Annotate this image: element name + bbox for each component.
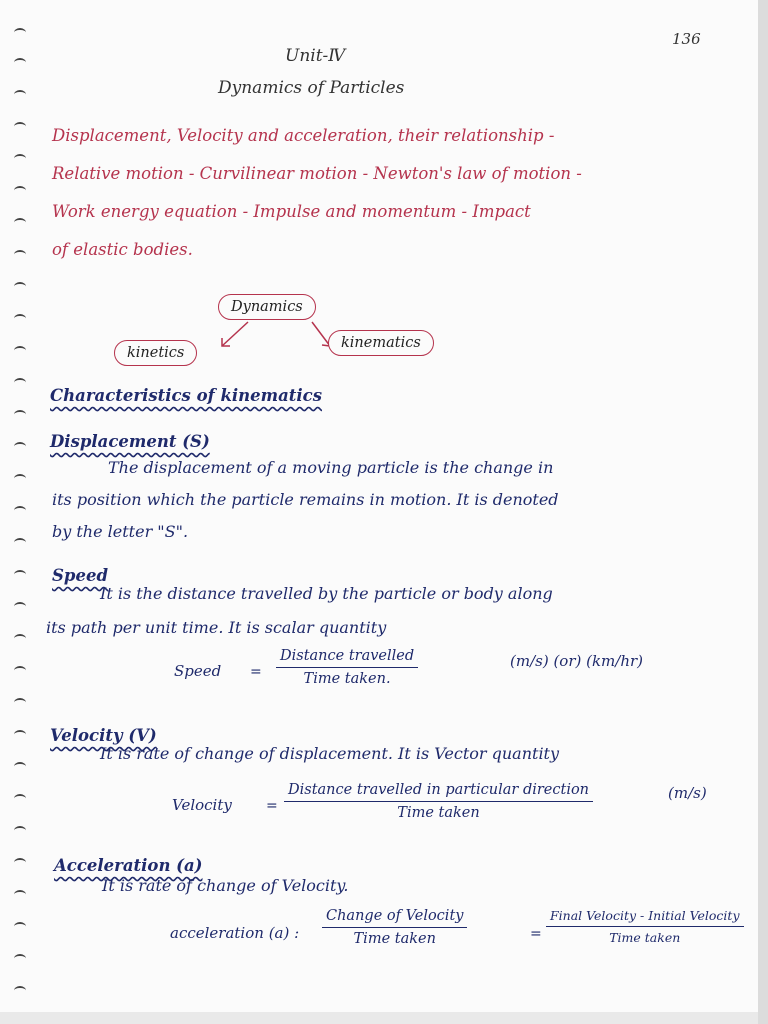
velocity-units: (m/s) xyxy=(668,784,707,802)
acceleration-label: acceleration (a) : xyxy=(170,924,300,942)
velocity-line-1: It is rate of change of displacement. It is Vector quantity xyxy=(100,744,560,763)
acceleration-line-1: It is rate of change of Velocity. xyxy=(102,876,349,895)
syllabus-line-2: Relative motion - Curvilinear motion - Newton's law of motion - xyxy=(52,164,582,183)
syllabus-line-3: Work energy equation - Impulse and momentum - Impact xyxy=(52,202,531,221)
displacement-heading: Displacement (S) xyxy=(50,432,210,451)
page-edge xyxy=(758,0,768,1024)
unit-title: Unit-Ⅳ xyxy=(285,46,346,66)
acceleration-denominator: Time taken xyxy=(353,931,436,947)
displacement-line-2: its position which the particle remains in motion. It is denoted xyxy=(52,490,559,509)
speed-label: Speed xyxy=(174,662,222,680)
speed-units: (m/s) (or) (km/hr) xyxy=(510,652,644,670)
speed-heading: Speed xyxy=(52,566,108,585)
acceleration-denominator-2: Time taken xyxy=(609,930,681,945)
acceleration-heading: Acceleration (a) xyxy=(54,856,203,875)
speed-fraction xyxy=(276,648,418,687)
chapter-title: Dynamics of Particles xyxy=(218,78,405,98)
velocity-denominator: Time taken xyxy=(397,805,480,821)
syllabus-line-4: of elastic bodies. xyxy=(52,240,193,259)
speed-denominator: Time taken. xyxy=(303,671,391,687)
acceleration-fraction-2 xyxy=(546,908,744,945)
speed-numerator: Distance travelled xyxy=(276,648,418,668)
acceleration-numerator-2: Final Velocity - Initial Velocity xyxy=(546,908,744,927)
velocity-equals: = xyxy=(266,798,278,814)
acceleration-equals: = xyxy=(530,926,542,942)
velocity-heading: Velocity (V) xyxy=(50,726,157,745)
speed-line-2: its path per unit time. It is scalar quantity xyxy=(46,618,387,637)
page-number: 136 xyxy=(672,30,701,48)
diagram-node-kinetics: kinetics xyxy=(114,340,197,366)
acceleration-fraction xyxy=(322,908,467,947)
speed-line-1: It is the distance travelled by the particle or body along xyxy=(100,584,553,603)
characteristics-heading: Characteristics of kinematics xyxy=(50,386,323,405)
syllabus-line-1: Displacement, Velocity and acceleration, their relationship - xyxy=(52,126,555,145)
velocity-label: Velocity xyxy=(172,796,232,814)
displacement-line-1: The displacement of a moving particle is the change in xyxy=(108,458,554,477)
diagram-node-kinematics: kinematics xyxy=(328,330,434,356)
velocity-numerator: Distance travelled in particular direction xyxy=(284,782,593,802)
displacement-line-3: by the letter "S". xyxy=(52,522,189,541)
acceleration-numerator: Change of Velocity xyxy=(322,908,467,928)
speed-equals: = xyxy=(250,664,262,680)
velocity-fraction xyxy=(284,782,593,821)
diagram-node-dynamics: Dynamics xyxy=(218,294,316,320)
